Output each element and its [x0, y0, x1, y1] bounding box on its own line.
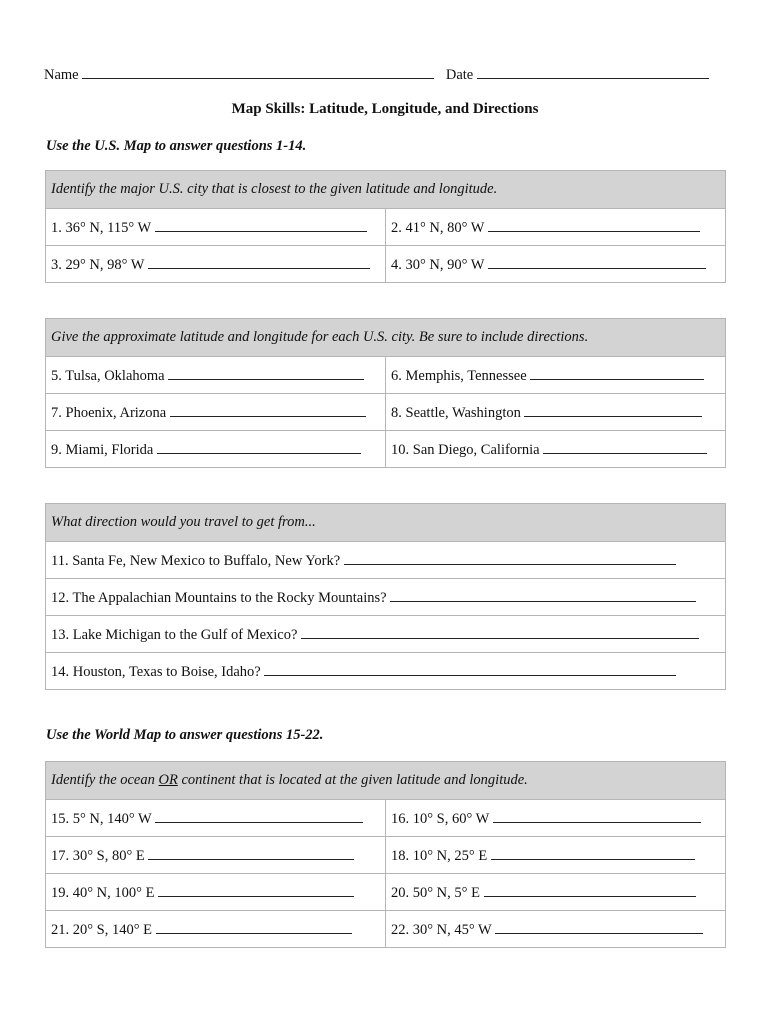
section-4-heading	[46, 762, 726, 800]
answer-blank[interactable]	[155, 217, 367, 232]
section-4-table	[45, 761, 726, 948]
question-cell	[46, 394, 386, 431]
section-3-heading: What direction would you travel to get from...	[46, 504, 726, 542]
question-label: 16. 10° S, 60° W	[391, 811, 490, 827]
name-blank[interactable]	[82, 64, 434, 79]
question-label: 18. 10° N, 25° E	[391, 848, 488, 864]
answer-blank[interactable]	[390, 587, 696, 602]
table-row	[46, 246, 726, 283]
question-label: 7. Phoenix, Arizona	[51, 405, 167, 421]
heading-text: continent that is located at the given latitude and longitude.	[177, 772, 528, 788]
question-cell	[386, 431, 726, 468]
answer-blank[interactable]	[344, 550, 676, 565]
question-cell	[386, 209, 726, 246]
question-label: 19. 40° N, 100° E	[51, 885, 155, 901]
answer-blank[interactable]	[488, 217, 700, 232]
date-blank[interactable]	[477, 64, 709, 79]
question-label: 11. Santa Fe, New Mexico to Buffalo, New York?	[51, 553, 341, 569]
question-cell	[386, 246, 726, 283]
answer-blank[interactable]	[155, 808, 363, 823]
name-label: Name	[44, 67, 79, 83]
answer-blank[interactable]	[530, 365, 704, 380]
date-label: Date	[445, 67, 474, 83]
question-cell	[386, 911, 726, 948]
answer-blank[interactable]	[156, 919, 352, 934]
table-row	[46, 911, 726, 948]
question-label: 9. Miami, Florida	[51, 442, 154, 458]
answer-blank[interactable]	[488, 254, 706, 269]
question-cell	[386, 357, 726, 394]
question-label: 1. 36° N, 115° W	[51, 220, 151, 236]
heading-text: Identify the ocean	[51, 772, 159, 788]
question-cell	[46, 616, 726, 653]
question-cell	[386, 837, 726, 874]
question-label: 2. 41° N, 80° W	[391, 220, 485, 236]
answer-blank[interactable]	[148, 254, 370, 269]
table-row	[46, 394, 726, 431]
world-map-instruction: Use the World Map to answer questions 15-22.	[46, 727, 324, 743]
table-row	[46, 874, 726, 911]
table-row	[46, 357, 726, 394]
question-cell	[46, 579, 726, 616]
table-row	[46, 616, 726, 653]
answer-blank[interactable]	[543, 439, 707, 454]
question-label: 15. 5° N, 140° W	[51, 811, 152, 827]
question-label: 20. 50° N, 5° E	[391, 885, 480, 901]
question-label: 4. 30° N, 90° W	[391, 257, 485, 273]
question-label: 8. Seattle, Washington	[391, 405, 521, 421]
question-cell	[386, 800, 726, 837]
question-cell	[46, 431, 386, 468]
question-label: 10. San Diego, California	[391, 442, 540, 458]
us-map-instruction: Use the U.S. Map to answer questions 1-14.	[46, 138, 307, 154]
name-date-row	[44, 64, 724, 84]
section-3-table	[45, 503, 726, 690]
answer-blank[interactable]	[158, 882, 354, 897]
question-cell	[386, 874, 726, 911]
answer-blank[interactable]	[170, 402, 366, 417]
answer-blank[interactable]	[301, 624, 699, 639]
question-label: 6. Memphis, Tennessee	[391, 368, 527, 384]
question-label: 12. The Appalachian Mountains to the Rocky Mountains?	[51, 590, 387, 606]
answer-blank[interactable]	[168, 365, 364, 380]
table-row	[46, 653, 726, 690]
question-label: 5. Tulsa, Oklahoma	[51, 368, 165, 384]
answer-blank[interactable]	[264, 661, 676, 676]
table-row	[46, 800, 726, 837]
table-row	[46, 579, 726, 616]
question-cell	[46, 911, 386, 948]
answer-blank[interactable]	[491, 845, 695, 860]
table-row	[46, 837, 726, 874]
section-1-heading: Identify the major U.S. city that is closest to the given latitude and longitude.	[46, 171, 726, 209]
section-2-heading: Give the approximate latitude and longitude for each U.S. city. Be sure to include directions.	[46, 319, 726, 357]
question-cell	[46, 357, 386, 394]
section-1-table	[45, 170, 726, 283]
table-row	[46, 431, 726, 468]
question-label: 3. 29° N, 98° W	[51, 257, 145, 273]
question-cell	[46, 837, 386, 874]
question-label: 17. 30° S, 80° E	[51, 848, 145, 864]
answer-blank[interactable]	[493, 808, 701, 823]
answer-blank[interactable]	[484, 882, 696, 897]
question-label: 22. 30° N, 45° W	[391, 922, 492, 938]
question-cell	[46, 874, 386, 911]
answer-blank[interactable]	[148, 845, 354, 860]
answer-blank[interactable]	[157, 439, 361, 454]
answer-blank[interactable]	[495, 919, 703, 934]
question-label: 14. Houston, Texas to Boise, Idaho?	[51, 664, 261, 680]
question-cell	[386, 394, 726, 431]
question-cell	[46, 246, 386, 283]
question-cell	[46, 653, 726, 690]
question-cell	[46, 800, 386, 837]
table-row	[46, 542, 726, 579]
question-cell	[46, 542, 726, 579]
question-label: 21. 20° S, 140° E	[51, 922, 153, 938]
heading-or: OR	[158, 772, 178, 788]
table-row	[46, 209, 726, 246]
page-title: Map Skills: Latitude, Longitude, and Directions	[231, 101, 539, 117]
section-2-table	[45, 318, 726, 468]
answer-blank[interactable]	[524, 402, 702, 417]
question-label: 13. Lake Michigan to the Gulf of Mexico?	[51, 627, 298, 643]
question-cell	[46, 209, 386, 246]
